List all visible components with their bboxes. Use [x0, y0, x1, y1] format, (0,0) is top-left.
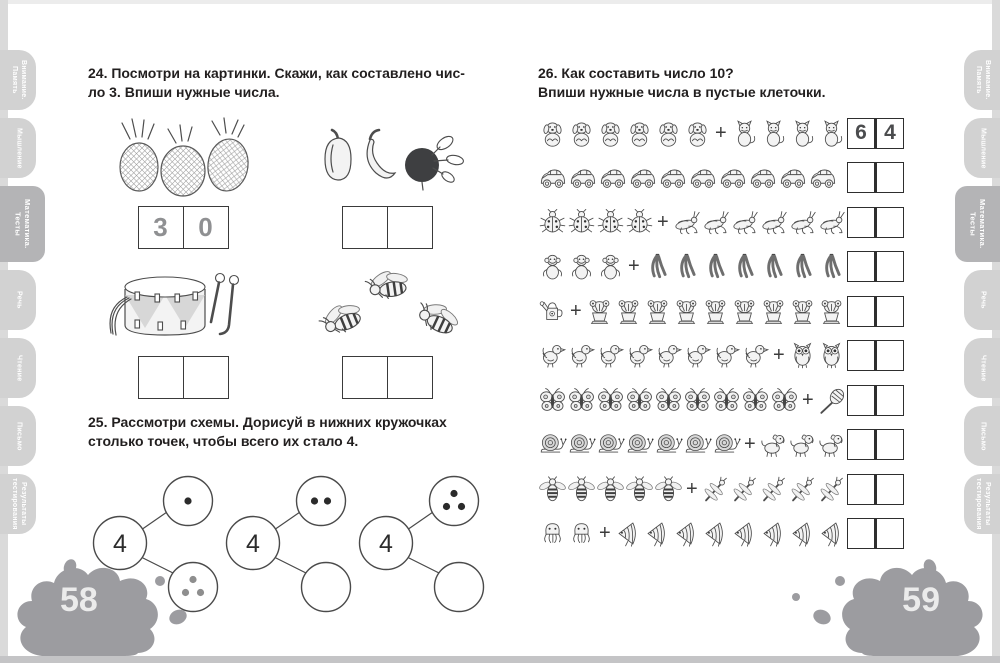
plus-sign: +: [570, 299, 582, 322]
chick-icon: [683, 341, 712, 370]
svg-text:4: 4: [246, 530, 260, 558]
butterfly-icon: [596, 386, 625, 415]
butterfly-icon: [712, 386, 741, 415]
butterfly-group: [538, 386, 799, 415]
answer-boxes: [847, 340, 904, 371]
composition-row-10: [538, 512, 904, 557]
fly-icon: [596, 475, 625, 504]
sidebar-tab-left-7[interactable]: [0, 474, 36, 534]
answer-box[interactable]: [875, 474, 904, 505]
banana-icon: [759, 252, 788, 281]
answer-box[interactable]: [875, 429, 904, 460]
task-26-title-line2: Впиши нужные числа в пустые клеточки.: [538, 84, 826, 100]
chick-icon: [741, 341, 770, 370]
page-number-58: 58: [60, 581, 98, 619]
answer-box[interactable]: [847, 429, 875, 460]
sidebar-tab-label: Речь: [15, 291, 23, 309]
answer-box[interactable]: [847, 340, 875, 371]
answer-box[interactable]: 3: [138, 206, 184, 249]
banana-icon: [672, 252, 701, 281]
butterfly-icon: [654, 386, 683, 415]
sidebar-tab-right-4[interactable]: [964, 270, 1000, 330]
chick-group: [538, 341, 770, 370]
number-scheme-3[interactable]: [356, 467, 489, 624]
svg-text:4: 4: [379, 530, 393, 558]
fly-icon: [654, 475, 683, 504]
sidebar-tab-left-1[interactable]: [0, 50, 36, 110]
chick-icon: [625, 341, 654, 370]
composition-row-9: [538, 467, 904, 512]
cat-icon: [730, 119, 759, 148]
bottom-edge: [0, 656, 1000, 663]
sidebar-tab-label: Внимание. Память: [11, 60, 27, 100]
flowerpot-icon: [672, 297, 701, 326]
task-24-heading: [88, 64, 490, 102]
octopus-group: [538, 519, 596, 548]
watering-can-group: [538, 297, 567, 326]
snail-icon: [538, 430, 567, 459]
answer-box[interactable]: [847, 162, 875, 193]
ladybug-icon: [596, 208, 625, 237]
butterfly-icon: [741, 386, 770, 415]
ladybug-group: [538, 208, 654, 237]
cat-group: [730, 119, 846, 148]
dragonfly-group: [701, 475, 846, 504]
dog-icon: [596, 119, 625, 148]
snail-icon: [654, 430, 683, 459]
sidebar-tab-label: Результаты тестирования: [11, 478, 27, 530]
composition-row-8: [538, 423, 904, 468]
fly-icon: [567, 475, 596, 504]
answer-boxes: [847, 296, 904, 327]
cat-icon: [788, 119, 817, 148]
sidebar-tab-label: Чтение: [979, 354, 987, 382]
ladybug-icon: [625, 208, 654, 237]
chick-icon: [538, 341, 567, 370]
sidebar-tab-label: Речь: [979, 291, 987, 309]
grasshopper-icon: [817, 208, 846, 237]
car-icon: [568, 163, 598, 193]
dog-icon: [538, 119, 567, 148]
answer-boxes: [847, 474, 904, 505]
sidebar-tab-label: Чтение: [15, 354, 23, 382]
fish-icon: [614, 519, 643, 548]
fish-icon: [817, 519, 846, 548]
answer-box[interactable]: [342, 356, 388, 399]
number-scheme-1[interactable]: [90, 467, 223, 624]
answer-boxes: [138, 356, 229, 399]
task24-cell-4: [292, 265, 482, 399]
snail-group: [538, 430, 741, 459]
flowerpot-icon: [585, 297, 614, 326]
chick-icon: [567, 341, 596, 370]
answer-boxes: [847, 207, 904, 238]
owl-group: [788, 341, 846, 370]
pony-icon: [759, 430, 788, 459]
number-scheme-2[interactable]: [223, 467, 356, 624]
butterfly-icon: [538, 386, 567, 415]
answer-box[interactable]: [388, 206, 433, 249]
car-icon: [598, 163, 628, 193]
answer-boxes: [847, 162, 904, 193]
monkey-icon: [596, 252, 625, 281]
svg-text:4: 4: [113, 530, 127, 558]
pineapples-picture: [93, 115, 273, 200]
flowerpot-icon: [614, 297, 643, 326]
answer-boxes: [847, 429, 904, 460]
sidebar-tab-left-3[interactable]: [0, 186, 45, 262]
answer-box[interactable]: [388, 356, 433, 399]
task-26-rows: [538, 111, 904, 556]
vegetables-picture: [297, 115, 477, 200]
composition-row-6: [538, 334, 904, 379]
fish-icon: [788, 519, 817, 548]
answer-box[interactable]: [875, 251, 904, 282]
answer-box[interactable]: [847, 296, 875, 327]
sidebar-tab-left-4[interactable]: [0, 270, 36, 330]
task-24-title-line1: 24. Посмотри на картинки. Скажи, как составлено чис-: [88, 65, 465, 81]
answer-boxes: [342, 356, 433, 399]
butterfly-net-icon: [817, 386, 846, 415]
task24-cell-1: [88, 115, 278, 249]
top-edge: [0, 0, 1000, 4]
octopus-icon: [538, 519, 567, 548]
dragonfly-icon: [788, 475, 817, 504]
sidebar-tab-left-2[interactable]: [0, 118, 36, 178]
fish-group: [614, 519, 846, 548]
dog-icon: [683, 119, 712, 148]
car-icon: [688, 163, 718, 193]
task-24-picture-grid: [88, 115, 490, 399]
grasshopper-icon: [759, 208, 788, 237]
car-icon: [628, 163, 658, 193]
task-24-title-line2: ло 3. Впиши нужные числа.: [88, 84, 280, 100]
chick-icon: [712, 341, 741, 370]
flowerpot-icon: [701, 297, 730, 326]
dragonfly-icon: [701, 475, 730, 504]
snail-icon: [596, 430, 625, 459]
car-icon: [808, 163, 838, 193]
car-icon: [538, 163, 568, 193]
answer-box[interactable]: 0: [184, 206, 229, 249]
fish-icon: [643, 519, 672, 548]
banana-icon: [817, 252, 846, 281]
flowerpot-icon: [730, 297, 759, 326]
sidebar-tab-label: Математика. Тесты: [13, 199, 32, 249]
snail-icon: [683, 430, 712, 459]
sidebar-tab-label: Письмо: [979, 421, 987, 451]
sidebar-tab-right-2[interactable]: [964, 118, 1000, 178]
butterfly-net-group: [817, 386, 846, 415]
composition-row-5: [538, 289, 904, 334]
section-tabs-left: [0, 50, 45, 534]
sidebar-tab-left-5[interactable]: [0, 338, 36, 398]
answer-box[interactable]: [847, 474, 875, 505]
plus-sign: +: [657, 210, 669, 233]
plus-sign: +: [715, 121, 727, 144]
task24-cell-2: [292, 115, 482, 249]
task-25-schemes: [88, 467, 490, 624]
plus-sign: +: [599, 522, 611, 545]
sidebar-tab-label: Письмо: [15, 421, 23, 451]
fish-icon: [759, 519, 788, 548]
pony-group: [759, 430, 846, 459]
dog-group: [538, 119, 712, 148]
monkey-group: [538, 252, 625, 281]
chick-icon: [654, 341, 683, 370]
sidebar-tab-right-5[interactable]: [964, 338, 1000, 398]
answer-box[interactable]: [184, 356, 229, 399]
owl-icon: [788, 341, 817, 370]
page-number-59: 59: [902, 581, 940, 619]
banana-icon: [788, 252, 817, 281]
answer-boxes: [847, 251, 904, 282]
dragonfly-icon: [730, 475, 759, 504]
wasps-picture: [297, 265, 477, 350]
answer-box[interactable]: 4: [875, 118, 904, 149]
page-58: [88, 64, 490, 624]
page-number-blob-right: [742, 559, 992, 656]
page-59: [538, 64, 904, 556]
answer-box[interactable]: [875, 518, 904, 549]
ladybug-icon: [567, 208, 596, 237]
monkey-icon: [538, 252, 567, 281]
flowerpot-icon: [643, 297, 672, 326]
sidebar-tab-label: Математика. Тесты: [968, 199, 987, 249]
answer-box[interactable]: [342, 206, 388, 249]
drum-and-sticks-picture: [93, 265, 273, 350]
dragonfly-icon: [759, 475, 788, 504]
octopus-icon: [567, 519, 596, 548]
pony-icon: [788, 430, 817, 459]
plus-sign: +: [802, 388, 814, 411]
plus-sign: +: [686, 477, 698, 500]
composition-row-3: [538, 200, 904, 245]
flowerpot-icon: [817, 297, 846, 326]
grasshopper-group: [672, 208, 846, 237]
sidebar-tab-right-7[interactable]: [964, 474, 1000, 534]
task-25-title-line1: 25. Рассмотри схемы. Дорисуй в нижних кружочках: [88, 414, 447, 430]
answer-box[interactable]: [875, 162, 904, 193]
watering-can-icon: [538, 297, 567, 326]
flowerpot-icon: [788, 297, 817, 326]
owl-icon: [817, 341, 846, 370]
fish-icon: [672, 519, 701, 548]
grasshopper-icon: [672, 208, 701, 237]
butterfly-icon: [567, 386, 596, 415]
answer-box[interactable]: [847, 385, 875, 416]
sidebar-tab-right-1[interactable]: [964, 50, 1000, 110]
plus-sign: +: [628, 255, 640, 278]
banana-group: [643, 252, 846, 281]
banana-icon: [730, 252, 759, 281]
composition-row-1: [538, 111, 904, 156]
car-icon: [718, 163, 748, 193]
section-tabs-right: [955, 50, 1000, 534]
banana-icon: [701, 252, 730, 281]
car-icon: [778, 163, 808, 193]
fish-icon: [701, 519, 730, 548]
car-icon: [658, 163, 688, 193]
car-group: [538, 163, 838, 193]
sidebar-tab-left-6[interactable]: [0, 406, 36, 466]
butterfly-icon: [770, 386, 799, 415]
snail-icon: [567, 430, 596, 459]
butterfly-icon: [683, 386, 712, 415]
grasshopper-icon: [730, 208, 759, 237]
ladybug-icon: [538, 208, 567, 237]
answer-boxes: [847, 118, 904, 149]
fish-icon: [730, 519, 759, 548]
chick-icon: [596, 341, 625, 370]
plus-sign: +: [773, 344, 785, 367]
answer-box[interactable]: [875, 207, 904, 238]
composition-row-4: [538, 245, 904, 290]
composition-row-2: [538, 156, 904, 201]
sidebar-tab-label: Мышление: [979, 127, 987, 169]
grasshopper-icon: [788, 208, 817, 237]
answer-boxes: [847, 518, 904, 549]
grasshopper-icon: [701, 208, 730, 237]
task-26-heading: [538, 64, 904, 102]
fly-icon: [625, 475, 654, 504]
task-25-title-line2: столько точек, чтобы всего их стало 4.: [88, 433, 359, 449]
answer-boxes: [847, 385, 904, 416]
sidebar-tab-label: Мышление: [15, 127, 23, 169]
dragonfly-icon: [817, 475, 846, 504]
answer-box[interactable]: 6: [847, 118, 875, 149]
sidebar-tab-label: Результаты тестирования: [975, 478, 991, 530]
plus-sign: +: [744, 433, 756, 456]
fly-group: [538, 475, 683, 504]
banana-icon: [643, 252, 672, 281]
cat-icon: [759, 119, 788, 148]
answer-box[interactable]: [847, 518, 875, 549]
pony-icon: [817, 430, 846, 459]
answer-box[interactable]: [875, 340, 904, 371]
sidebar-tab-right-3[interactable]: [955, 186, 1000, 262]
dog-icon: [567, 119, 596, 148]
answer-box[interactable]: [138, 356, 184, 399]
cat-icon: [817, 119, 846, 148]
answer-box[interactable]: [875, 385, 904, 416]
dog-icon: [654, 119, 683, 148]
composition-row-7: [538, 378, 904, 423]
fly-icon: [538, 475, 567, 504]
answer-box[interactable]: [875, 296, 904, 327]
sidebar-tab-right-6[interactable]: [964, 406, 1000, 466]
dog-icon: [625, 119, 654, 148]
answer-boxes: [342, 206, 433, 249]
answer-box[interactable]: [847, 251, 875, 282]
answer-boxes: [138, 206, 229, 249]
task24-cell-3: [88, 265, 278, 399]
monkey-icon: [567, 252, 596, 281]
task-26-title-line1: 26. Как составить число 10?: [538, 65, 734, 81]
flowerpot-group: [585, 297, 846, 326]
butterfly-icon: [625, 386, 654, 415]
snail-icon: [625, 430, 654, 459]
flowerpot-icon: [759, 297, 788, 326]
sidebar-tab-label: Внимание. Память: [975, 60, 991, 100]
snail-icon: [712, 430, 741, 459]
answer-box[interactable]: [847, 207, 875, 238]
car-icon: [748, 163, 778, 193]
task-25-heading: [88, 413, 490, 451]
